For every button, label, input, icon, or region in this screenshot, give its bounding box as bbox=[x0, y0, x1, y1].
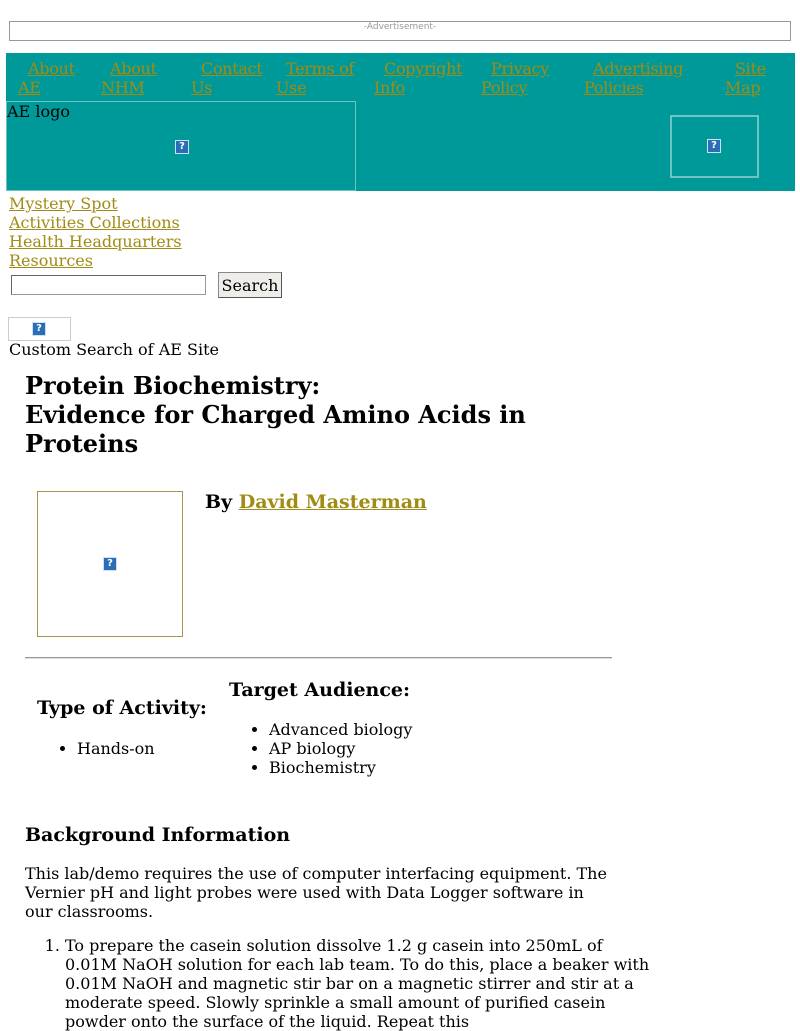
nav-contact-us[interactable]: Contact Us bbox=[191, 59, 263, 97]
type-of-activity-heading: Type of Activity: bbox=[37, 697, 207, 719]
advertisement-banner bbox=[9, 21, 791, 41]
by-label: By bbox=[205, 491, 233, 513]
header-right-image bbox=[670, 115, 759, 178]
advertisement-label: -Advertisement- bbox=[363, 22, 437, 32]
nav-mystery-spot[interactable]: Mystery Spot bbox=[9, 194, 118, 213]
page-title bbox=[25, 371, 585, 458]
nav-activities-collections[interactable]: Activities Collections bbox=[9, 213, 180, 232]
broken-image-icon: ? bbox=[103, 557, 117, 571]
author-photo bbox=[37, 491, 183, 637]
list-item: • Biochemistry bbox=[269, 758, 412, 777]
broken-image-icon: ? bbox=[707, 139, 721, 153]
nav-advertising-policies[interactable]: Advertising Policies bbox=[584, 59, 684, 97]
logo-alt-text: AE logo bbox=[7, 102, 70, 121]
nav-terms-of-use[interactable]: Terms of Use bbox=[276, 59, 355, 97]
target-audience-list bbox=[229, 720, 412, 777]
list-item: • Hands-on bbox=[77, 739, 155, 758]
list-item: 1. To prepare the casein solution dissolve 1.2 g casein into 250mL of 0.01M NaOH solution for each lab team. To do this, place a beaker with 0.01M NaOH and magnetic stir bar on a magnetic stirrer and stir at a moderate speed. Slowly sprinkle a small amount of purified casein powder onto the surface of the liquid. Repeat this bbox=[65, 936, 655, 1031]
list-item: • AP biology bbox=[269, 739, 412, 758]
title-line-1: Protein Biochemistry: bbox=[25, 371, 321, 400]
author-link[interactable]: David Masterman bbox=[238, 491, 427, 513]
custom-search-label: Custom Search of AE Site bbox=[9, 340, 219, 359]
custom-search-logo bbox=[8, 317, 71, 341]
background-heading: Background Information bbox=[25, 824, 291, 846]
broken-image-icon: ? bbox=[175, 140, 189, 154]
nav-privacy-policy[interactable]: Privacy Policy bbox=[481, 59, 550, 97]
nav-site-map[interactable]: Site Map bbox=[725, 59, 766, 97]
search-input[interactable] bbox=[11, 275, 206, 295]
nav-about-nhm[interactable]: About NHM bbox=[101, 59, 157, 97]
search-button[interactable]: Search bbox=[218, 272, 282, 298]
background-paragraph: This lab/demo requires the use of computer interfacing equipment. The Vernier pH and light probes were used with Data Logger software in our classrooms. bbox=[25, 864, 607, 921]
type-of-activity-list bbox=[37, 739, 155, 758]
list-item: • Advanced biology bbox=[269, 720, 412, 739]
byline bbox=[205, 491, 427, 513]
ae-logo-image[interactable] bbox=[6, 101, 356, 191]
divider bbox=[25, 657, 612, 659]
nav-about-ae[interactable]: About AE bbox=[18, 59, 75, 97]
title-line-2: Evidence for Charged Amino Acids in Proteins bbox=[25, 400, 526, 458]
broken-image-icon: ? bbox=[32, 322, 46, 336]
nav-copyright-info[interactable]: Copyright Info bbox=[374, 59, 463, 97]
nav-health-headquarters[interactable]: Health Headquarters bbox=[9, 232, 182, 251]
target-audience-heading: Target Audience: bbox=[229, 679, 411, 701]
section-nav bbox=[9, 194, 182, 270]
procedure-steps bbox=[25, 936, 655, 1031]
nav-resources[interactable]: Resources bbox=[9, 251, 93, 270]
